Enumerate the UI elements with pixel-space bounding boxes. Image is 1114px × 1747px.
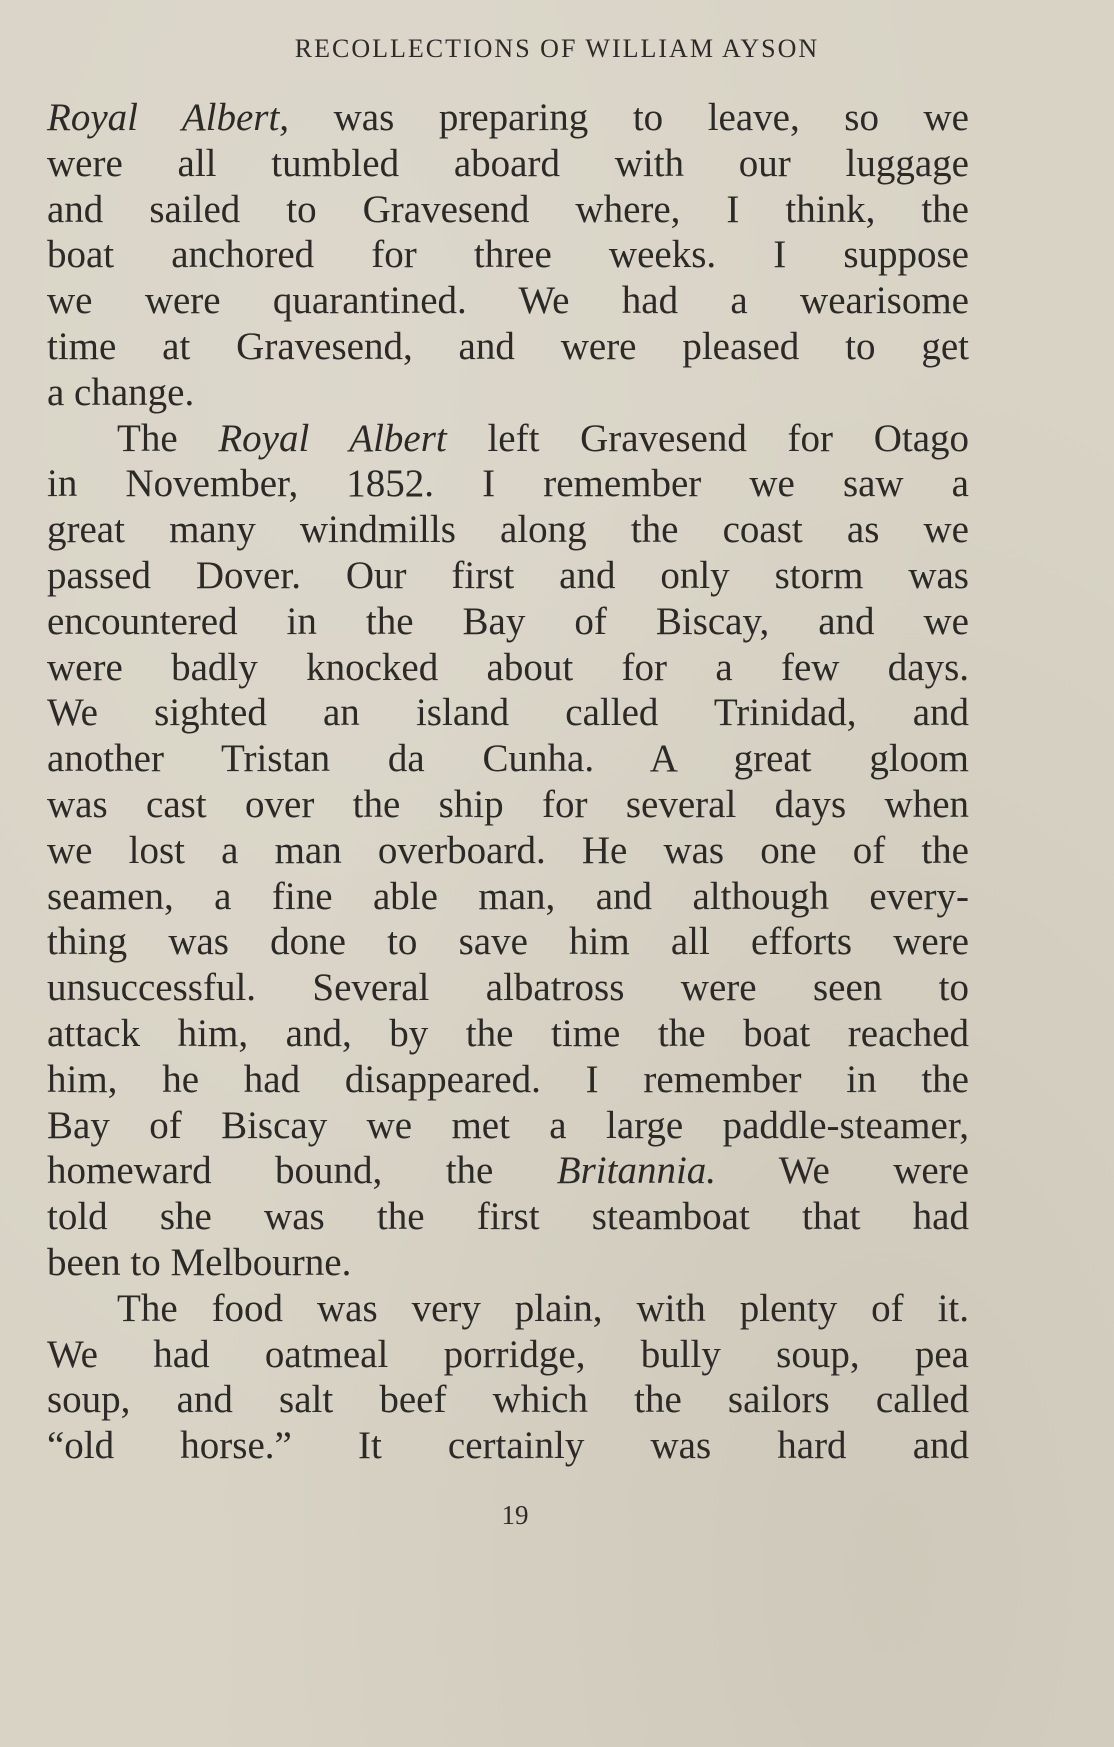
line-text: was cast over the ship for several days when: [47, 782, 969, 826]
line-text: The: [117, 416, 219, 460]
line-text: boat anchored for three weeks. I suppose: [47, 233, 969, 277]
text-line: [47, 553, 969, 599]
line-text: seamen, a fine able man, and although every-: [47, 874, 969, 918]
text-line: [47, 324, 969, 370]
line-text: been to Melbourne.: [47, 1240, 352, 1284]
text-line: [47, 1286, 969, 1332]
text-line: [47, 232, 969, 278]
line-text: told she was the first steamboat that had: [47, 1195, 969, 1239]
line-text: attack him, and, by the time the boat reached: [47, 1011, 969, 1055]
text-line: [47, 141, 969, 187]
text-line: [47, 874, 969, 920]
line-text: encountered in the Bay of Biscay, and we: [47, 599, 969, 643]
text-line: [47, 1423, 969, 1469]
line-text: in November, 1852. I remember we saw a: [47, 462, 969, 506]
line-text: homeward bound, the: [47, 1149, 557, 1193]
text-line: [47, 1332, 969, 1378]
text-line: [47, 645, 969, 691]
line-text: left Gravesend for Otago: [446, 416, 970, 460]
text-line: [47, 278, 969, 324]
line-text: a change.: [47, 370, 195, 414]
line-text: another Tristan da Cunha. A great gloom: [47, 737, 969, 781]
running-head: RECOLLECTIONS OF WILLIAM AYSON: [294, 34, 820, 63]
line-text: “old horse.” It certainly was hard and: [47, 1424, 969, 1468]
line-text: we lost a man overboard. He was one of the: [47, 828, 969, 872]
line-text: unsuccessful. Several albatross were seen to: [47, 966, 969, 1010]
line-text: time at Gravesend, and were pleased to get: [47, 324, 969, 368]
text-line: [47, 736, 969, 782]
text-line: [47, 1011, 969, 1057]
text-line: [47, 370, 969, 416]
text-line: [47, 782, 969, 828]
text-line: [47, 1240, 969, 1286]
line-text: we were quarantined. We had a wearisome: [47, 279, 969, 323]
line-text: soup, and salt beef which the sailors called: [47, 1378, 969, 1422]
text-line: [47, 690, 969, 736]
text-line: [47, 599, 969, 645]
line-text: We had oatmeal porridge, bully soup, pea: [47, 1332, 969, 1376]
body-text: [47, 95, 969, 1469]
line-text: We were: [716, 1149, 969, 1193]
text-line: [47, 507, 969, 553]
line-text: were badly knocked about for a few days.: [47, 645, 969, 689]
text-line: [47, 187, 969, 233]
italic-ship-name: Britannia.: [556, 1149, 717, 1193]
line-text: and sailed to Gravesend where, I think, the: [47, 187, 969, 231]
text-line: [47, 1057, 969, 1103]
line-text: The food was very plain, with plenty of it.: [117, 1286, 969, 1330]
text-line: [47, 461, 969, 507]
line-text: thing was done to save him all efforts were: [47, 920, 969, 964]
line-text: were all tumbled aboard with our luggage: [47, 141, 969, 185]
line-text: great many windmills along the coast as we: [47, 508, 969, 552]
italic-ship-name: Royal Albert: [218, 416, 447, 460]
text-line: [47, 1194, 969, 1240]
text-line: [47, 965, 969, 1011]
line-text: Bay of Biscay we met a large paddle-steamer,: [47, 1103, 969, 1147]
line-text: was preparing to leave, so we: [289, 96, 969, 139]
text-line: [47, 1148, 969, 1194]
text-line: [47, 1103, 969, 1149]
italic-ship-name: Royal Albert,: [47, 96, 290, 139]
line-text: We sighted an island called Trinidad, and: [47, 691, 969, 735]
page-number: 19: [501, 1500, 529, 1530]
text-line: [47, 416, 969, 462]
text-line: [47, 919, 969, 965]
line-text: passed Dover. Our first and only storm was: [47, 553, 969, 597]
line-text: him, he had disappeared. I remember in the: [47, 1057, 969, 1101]
text-line: [47, 1377, 969, 1423]
text-line: [47, 828, 969, 874]
text-line: [47, 95, 969, 141]
